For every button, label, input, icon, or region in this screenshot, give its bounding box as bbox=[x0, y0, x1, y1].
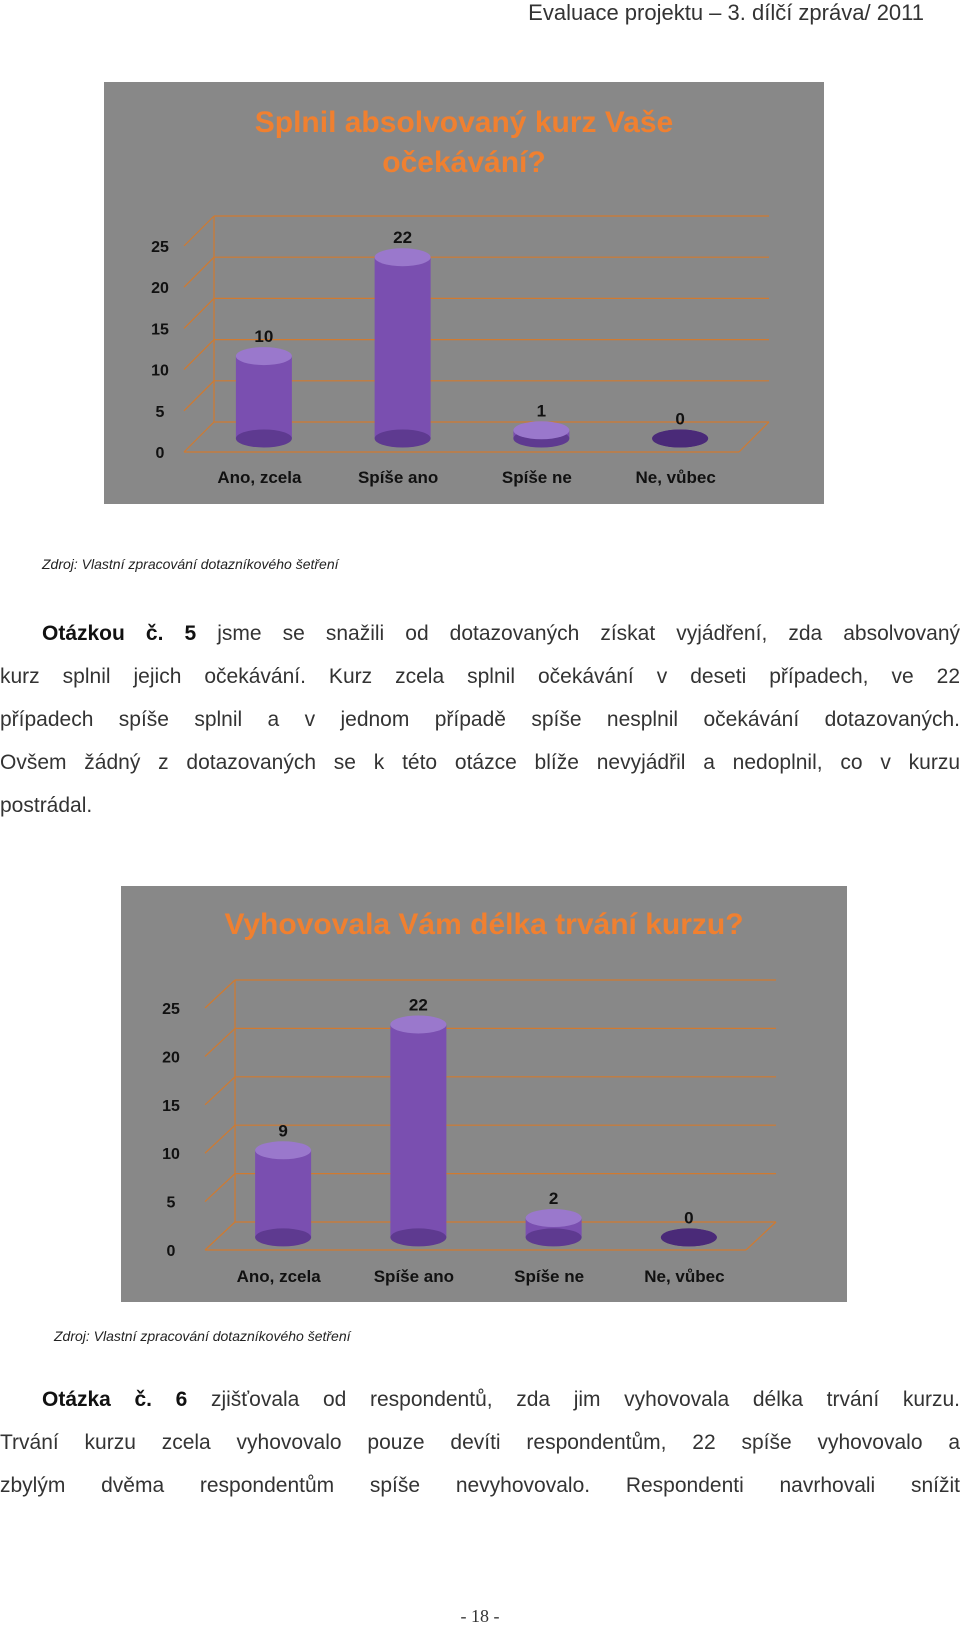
axis-line bbox=[739, 422, 769, 452]
y-tick-label: 10 bbox=[151, 362, 169, 380]
chart-title-line1: Splnil absolvovaný kurz Vaše bbox=[254, 106, 674, 139]
category-label: Ano, zcela bbox=[217, 468, 302, 487]
bar-top bbox=[255, 1141, 311, 1159]
paragraph-text: Trvání kurzu zcela vyhovovalo pouze devíti respondentům, 22 spíše vyhovovalo a bbox=[0, 1431, 960, 1454]
bar-top bbox=[526, 1209, 582, 1227]
chart-source-note: Zdroj: Vlastní zpracování dotazníkového šetření bbox=[42, 556, 339, 572]
category-label: Spíše ne bbox=[501, 468, 572, 487]
axis-line bbox=[746, 1222, 776, 1250]
paragraph-text: Ovšem žádný z dotazovaných se k této otázce blíže nevyjádřil a nedoplnil, co v kurzu bbox=[0, 751, 960, 774]
y-tick-label: 5 bbox=[155, 403, 165, 421]
gridline bbox=[205, 1222, 235, 1250]
chart-source-note: Zdroj: Vlastní zpracování dotazníkového šetření bbox=[54, 1328, 351, 1344]
chart-title-line2: očekávání? bbox=[382, 146, 546, 179]
data-label: 0 bbox=[684, 1208, 694, 1228]
paragraph-text: případech spíše splnil a v jednom případě spíše nesplnil očekávání dotazovaných. bbox=[0, 708, 960, 731]
gridline bbox=[184, 422, 214, 452]
y-tick-label: 5 bbox=[166, 1194, 176, 1212]
bar-top bbox=[375, 248, 431, 266]
bar-base bbox=[390, 1228, 446, 1246]
y-tick-label: 15 bbox=[151, 321, 169, 339]
y-tick-label: 0 bbox=[155, 445, 165, 462]
bar-base bbox=[236, 430, 292, 448]
data-label: 22 bbox=[393, 228, 413, 248]
chart-title: Vyhovovala Vám délka trvání kurzu? bbox=[224, 908, 744, 941]
gridline bbox=[184, 257, 214, 287]
gridline bbox=[184, 381, 214, 411]
question5-paragraph bbox=[0, 612, 960, 827]
data-label: 2 bbox=[548, 1189, 559, 1209]
paragraph-text: jsme se snažili od dotazovaných získat vyjádření, zda absolvovaný bbox=[196, 622, 960, 645]
page-number: - 18 - bbox=[460, 1606, 500, 1626]
gridline bbox=[205, 1077, 235, 1105]
gridline bbox=[205, 980, 235, 1008]
paragraph-text: zbylým dvěma respondentům spíše nevyhovovalo. Respondenti navrhovali snížit bbox=[0, 1474, 960, 1497]
gridline bbox=[184, 298, 214, 328]
category-label: Spíše ne bbox=[514, 1267, 585, 1286]
gridline bbox=[184, 340, 214, 370]
data-label: 1 bbox=[536, 401, 547, 421]
data-label: 22 bbox=[408, 995, 428, 1015]
gridline bbox=[205, 1174, 235, 1202]
category-label: Spíše ano bbox=[357, 468, 439, 487]
bar-base bbox=[526, 1228, 582, 1246]
question6-paragraph bbox=[0, 1378, 960, 1507]
bar-top bbox=[390, 1015, 446, 1033]
gridline bbox=[205, 1028, 235, 1056]
y-tick-label: 0 bbox=[166, 1243, 176, 1260]
y-tick-label: 20 bbox=[162, 1049, 180, 1067]
category-label: Ano, zcela bbox=[236, 1267, 321, 1286]
paragraph-text: postrádal. bbox=[0, 794, 93, 817]
bar-top bbox=[652, 430, 708, 448]
question5-lead: Otázkou č. 5 bbox=[42, 622, 197, 645]
bar-top bbox=[661, 1228, 717, 1246]
y-tick-label: 20 bbox=[151, 280, 169, 298]
chart-duration bbox=[121, 886, 847, 1302]
y-tick-label: 10 bbox=[162, 1146, 180, 1164]
bar-base bbox=[255, 1228, 311, 1246]
data-label: 0 bbox=[675, 409, 685, 429]
gridline bbox=[205, 1125, 235, 1153]
bar bbox=[255, 1150, 311, 1237]
category-label: Spíše ano bbox=[373, 1267, 455, 1286]
page-header: Evaluace projektu – 3. dílčí zpráva/ 2011 bbox=[528, 0, 924, 25]
bar bbox=[390, 1024, 446, 1237]
y-tick-label: 25 bbox=[162, 1001, 180, 1018]
paragraph-text: kurz splnil jejich očekávání. Kurz zcela splnil očekávání v deseti případech, ve 22 bbox=[0, 665, 960, 688]
bar-base bbox=[375, 430, 431, 448]
chart-expectations bbox=[104, 82, 824, 504]
y-tick-label: 25 bbox=[151, 239, 169, 256]
chart-duration-svg bbox=[121, 886, 847, 1302]
bar-top bbox=[513, 421, 569, 439]
data-label: 10 bbox=[254, 327, 274, 347]
chart-expectations-svg bbox=[104, 82, 824, 504]
bar bbox=[236, 356, 292, 438]
bar-top bbox=[236, 347, 292, 365]
category-label: Ne, vůbec bbox=[635, 468, 716, 487]
data-label: 9 bbox=[278, 1121, 288, 1141]
paragraph-text: zjišťovala od respondentů, zda jim vyhovovala délka trvání kurzu. bbox=[187, 1388, 960, 1411]
bar bbox=[375, 257, 431, 438]
gridline bbox=[184, 216, 214, 246]
y-tick-label: 15 bbox=[162, 1097, 180, 1115]
category-label: Ne, vůbec bbox=[644, 1267, 725, 1286]
question6-lead: Otázka č. 6 bbox=[42, 1388, 188, 1411]
